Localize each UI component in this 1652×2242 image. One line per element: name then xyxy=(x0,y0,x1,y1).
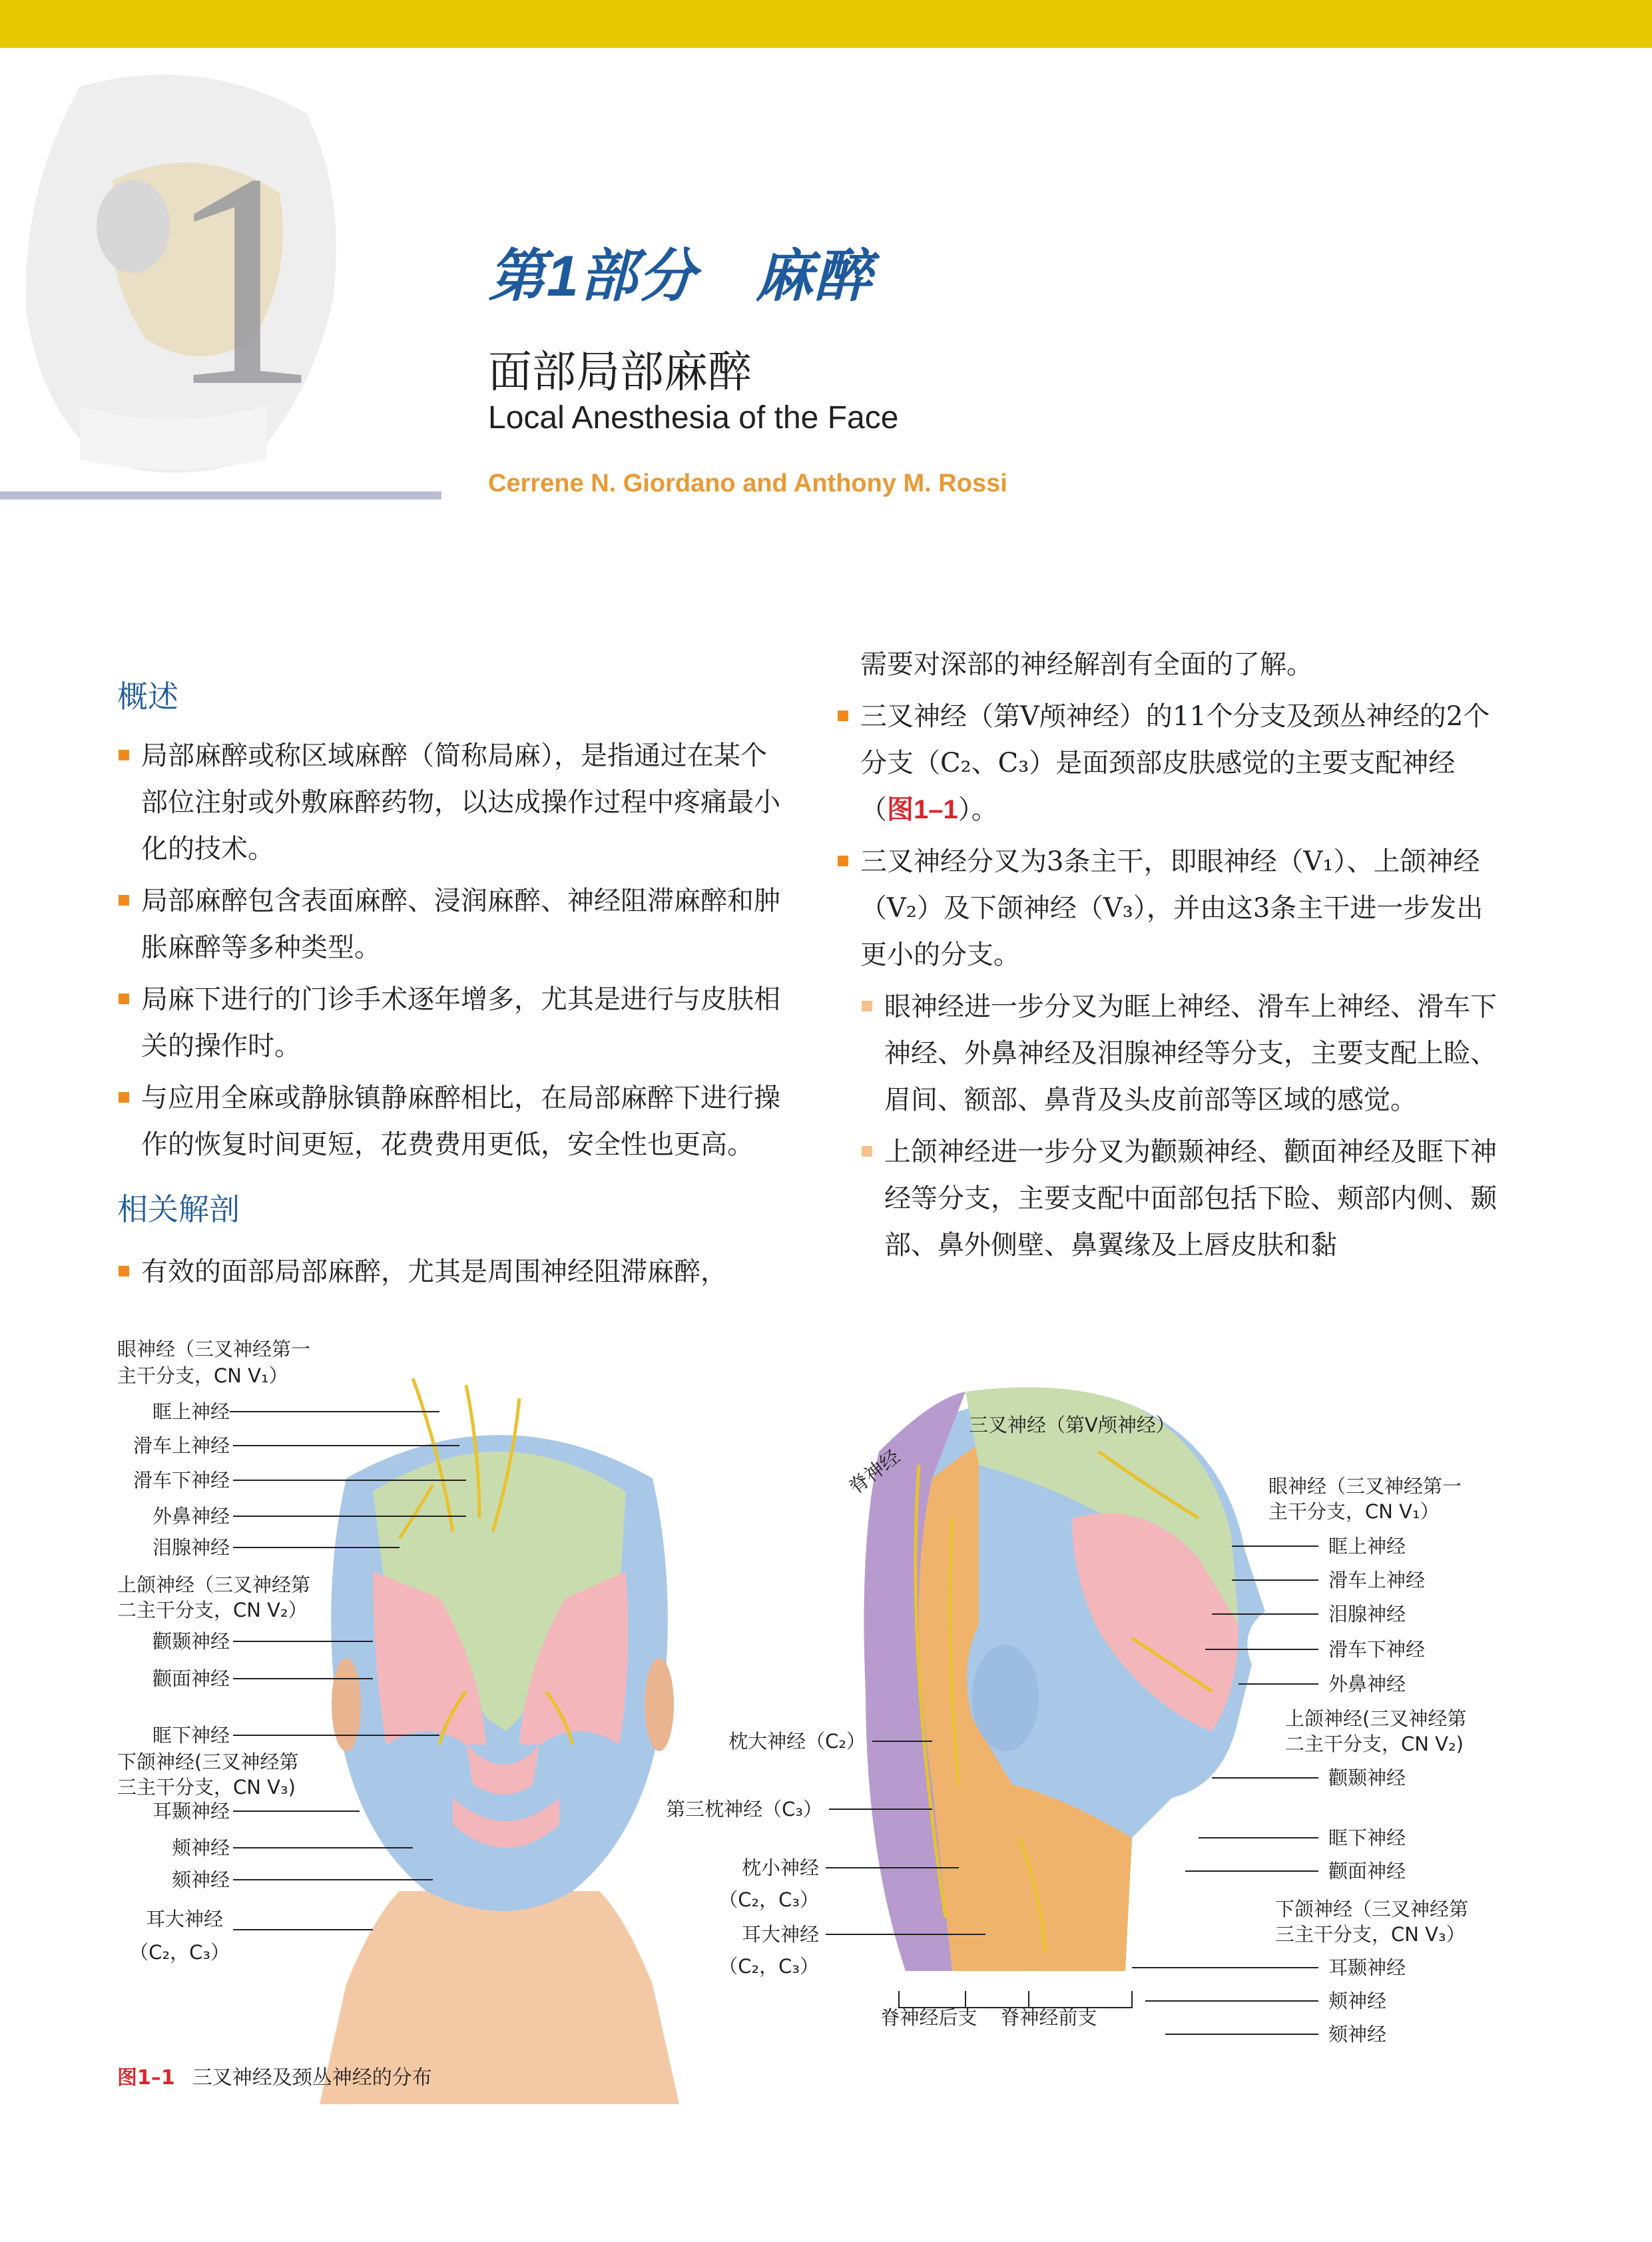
overview-bullet: 局麻下进行的门诊手术逐年增多，尤其是进行与皮肤相关的操作时。 xyxy=(117,976,790,1069)
continuation-text: 需要对深部的神经解剖有全面的了解。 xyxy=(860,649,1313,680)
side-third-occipital: 第三枕神经（C₃） xyxy=(666,1798,822,1821)
overview-heading: 概述 xyxy=(117,679,178,714)
side-mandibular-line1: 下颌神经（三叉神经第 xyxy=(1275,1898,1469,1920)
trigeminal-bullet-text: 三叉神经（第Ⅴ颅神经）的11个分支及颈丛神经的2个分支（C₂、C₃）是面颈部皮肤感觉的主要支配神经（ xyxy=(860,701,1490,825)
side-greater-occipital: 枕大神经（C₂） xyxy=(728,1730,866,1753)
chapter-title-en: Local Anesthesia of the Face xyxy=(488,400,899,435)
front-head-illustration xyxy=(320,1378,679,2104)
front-buccal: 颊神经 xyxy=(171,1836,230,1859)
figure-caption xyxy=(117,2061,432,2090)
side-zygomaticotemporal: 颧颞神经 xyxy=(1328,1767,1406,1789)
part-title: 第1部分 麻醉 xyxy=(488,244,873,308)
anatomy-heading: 相关解剖 xyxy=(117,1191,240,1227)
side-auriculotemporal: 耳颞神经 xyxy=(1328,1956,1406,1979)
maxillary-subbullet: 上颌神经进一步分叉为颧颞神经、颧面神经及眶下神经等分支，主要支配中面部包括下睑、颊部内侧、颞部、鼻外侧壁、鼻翼缘及上唇皮肤和黏 xyxy=(836,1129,1502,1268)
side-supratrochlear: 滑车上神经 xyxy=(1328,1569,1426,1591)
side-head-illustration xyxy=(864,1387,1266,1971)
nerve-distribution-figure xyxy=(0,1318,1652,2171)
front-mandibular-line1: 下颌神经(三叉神经第 xyxy=(117,1751,299,1773)
chapter-title-cn: 面部局部麻醉 xyxy=(488,346,752,398)
left-column xyxy=(117,732,790,1173)
side-mental: 颏神经 xyxy=(1328,2023,1387,2046)
side-maxillary-line1: 上颌神经(三叉神经第 xyxy=(1285,1707,1467,1730)
front-ophthalmic-line2: 主干分支，CN V₁） xyxy=(117,1364,288,1387)
side-buccal: 颊神经 xyxy=(1328,1990,1387,2012)
front-zygomaticotemporal: 颧颞神经 xyxy=(152,1630,230,1653)
side-anterior-rami: 脊神经前支 xyxy=(1000,2006,1097,2029)
figure-reference-link[interactable]: 图1–1 xyxy=(887,795,958,824)
front-infraorbital: 眶下神经 xyxy=(152,1724,230,1747)
trigeminal-bullet xyxy=(836,693,1502,833)
figure-caption-label: 图1–1 xyxy=(117,2066,175,2090)
side-trigeminal: 三叉神经（第Ⅴ颅神经） xyxy=(969,1414,1175,1436)
front-great-auricular-roots: （C₂，C₃） xyxy=(129,1941,230,1964)
front-mental: 颏神经 xyxy=(171,1868,230,1891)
side-lacrimal: 泪腺神经 xyxy=(1328,1603,1406,1625)
chapter-authors: Cerrene N. Giordano and Anthony M. Rossi xyxy=(488,469,1007,497)
side-infraorbital: 眶下神经 xyxy=(1328,1826,1406,1849)
overview-bullet: 局部麻醉或称区域麻醉（简称局麻），是指通过在某个部位注射或外敷麻醉药物，以达成操作过程中疼痛最小化的技术。 xyxy=(117,732,790,872)
side-maxillary-line2: 二主干分支，CN V₂) xyxy=(1285,1733,1464,1755)
trigeminal-bullet-end: ）。 xyxy=(958,794,998,825)
chapter-number: 1 xyxy=(166,110,320,449)
front-supraorbital: 眶上神经 xyxy=(152,1400,230,1423)
front-maxillary-line2: 二主干分支，CN V₂） xyxy=(117,1599,308,1621)
side-great-auricular: 耳大神经 xyxy=(741,1923,819,1946)
front-mandibular-line2: 三主干分支，CN V₃) xyxy=(117,1776,296,1799)
overview-bullet: 局部麻醉包含表面麻醉、浸润麻醉、神经阻滞麻醉和肿胀麻醉等多种类型。 xyxy=(117,878,790,971)
overview-bullet: 与应用全麻或静脉镇静麻醉相比，在局部麻醉下进行操作的恢复时间更短，花费费用更低，安全性也更高。 xyxy=(117,1075,790,1168)
side-ophthalmic-line2: 主干分支，CN V₁） xyxy=(1268,1500,1440,1523)
side-lesser-occipital-roots: （C₂，C₃） xyxy=(718,1888,819,1911)
front-great-auricular: 耳大神经 xyxy=(145,1908,223,1930)
front-zygomaticofacial: 颧面神经 xyxy=(152,1667,230,1690)
figure-caption-text: 三叉神经及颈丛神经的分布 xyxy=(192,2066,432,2090)
side-mandibular-line2: 三主干分支，CN V₃） xyxy=(1275,1923,1466,1946)
top-color-band xyxy=(0,0,1652,48)
ophthalmic-subbullet: 眼神经进一步分叉为眶上神经、滑车上神经、滑车下神经、外鼻神经及泪腺神经等分支，主要支配上睑、眉间、额部、鼻背及头皮前部等区域的感觉。 xyxy=(836,983,1502,1123)
side-external-nasal: 外鼻神经 xyxy=(1328,1673,1406,1695)
branches-bullet: 三叉神经分叉为3条主干，即眼神经（V₁）、上颌神经（V₂）及下颌神经（V₃），并由这3条主干进一步发出更小的分支。 xyxy=(836,838,1502,978)
side-spinal: 脊神经 xyxy=(844,1445,904,1499)
front-infratrochlear: 滑车下神经 xyxy=(133,1469,230,1492)
front-supratrochlear: 滑车上神经 xyxy=(133,1434,230,1457)
anatomy-bullet: 有效的面部局部麻醉，尤其是周围神经阻滞麻醉， xyxy=(117,1249,790,1295)
side-ophthalmic-line1: 眼神经（三叉神经第一 xyxy=(1268,1475,1462,1498)
front-ophthalmic-line1: 眼神经（三叉神经第一 xyxy=(117,1338,311,1360)
side-lesser-occipital: 枕小神经 xyxy=(741,1856,819,1879)
side-posterior-rami: 脊神经后支 xyxy=(880,2006,977,2029)
front-external-nasal: 外鼻神经 xyxy=(152,1505,230,1528)
front-auriculotemporal: 耳颞神经 xyxy=(152,1800,230,1822)
side-great-auricular-roots: （C₂，C₃） xyxy=(718,1955,819,1978)
front-lacrimal: 泪腺神经 xyxy=(152,1536,230,1559)
header-divider xyxy=(0,491,441,499)
anatomy-column xyxy=(117,1249,790,1300)
side-zygomaticofacial: 颧面神经 xyxy=(1328,1860,1406,1882)
front-maxillary-line1: 上颌神经（三叉神经第 xyxy=(117,1573,311,1596)
side-supraorbital: 眶上神经 xyxy=(1328,1535,1406,1557)
right-column xyxy=(836,641,1502,1274)
side-infratrochlear: 滑车下神经 xyxy=(1328,1638,1426,1661)
